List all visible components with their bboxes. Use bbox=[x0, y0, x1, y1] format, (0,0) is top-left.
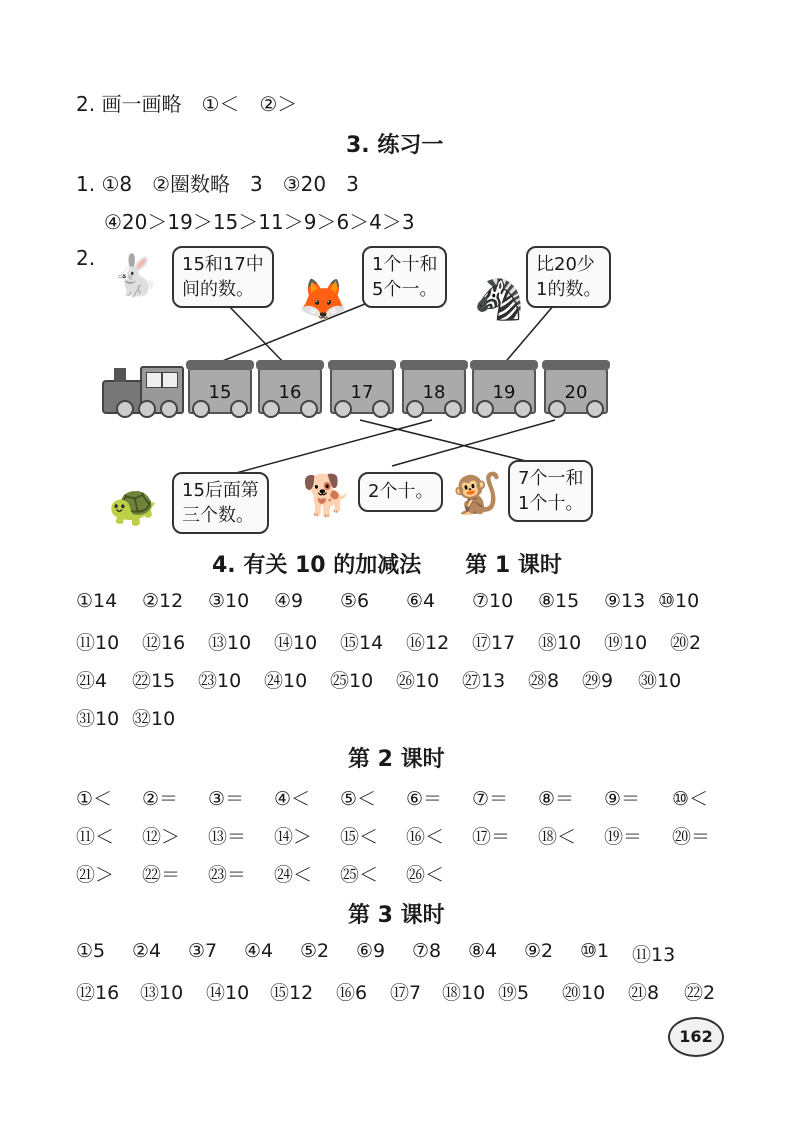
wheel bbox=[230, 400, 248, 418]
answer-item: ㉒2 bbox=[684, 982, 716, 1004]
answer-item: ⑨2 bbox=[524, 940, 554, 962]
answer-item: ⑲5 bbox=[498, 982, 530, 1004]
answer-item: ⑪10 bbox=[76, 632, 120, 654]
lesson2-title: 第 2 课时 bbox=[348, 747, 445, 772]
answer-item: ⑳2 bbox=[670, 632, 702, 654]
answer-item: ⑰＝ bbox=[472, 826, 511, 848]
answer-item: ㉑8 bbox=[628, 982, 660, 1004]
wheel bbox=[334, 400, 352, 418]
answer-item: ⑩1 bbox=[580, 940, 610, 962]
answer-item: ㉚10 bbox=[638, 670, 682, 692]
answer-item: ⑩10 bbox=[658, 590, 700, 612]
answer-item: ④＜ bbox=[274, 788, 311, 810]
answer-item: ㉘8 bbox=[528, 670, 560, 692]
answer-item: ⑰7 bbox=[390, 982, 422, 1004]
answer-item: ㉓10 bbox=[198, 670, 242, 692]
answer-item: ⑦＝ bbox=[472, 788, 509, 810]
answer-item: ㉑＞ bbox=[76, 864, 115, 886]
answer-item: ⑥＝ bbox=[406, 788, 443, 810]
answer-item: ⑯12 bbox=[406, 632, 450, 654]
car-number: 17 bbox=[350, 382, 374, 403]
q1-answer-line-1: 1. ①8 ②圈数略 3 ③20 3 bbox=[76, 172, 359, 196]
speech-bubble-monkey bbox=[508, 460, 593, 522]
answer-item: ⑭10 bbox=[206, 982, 250, 1004]
answer-item: ⑫16 bbox=[142, 632, 186, 654]
car-number: 19 bbox=[492, 382, 516, 403]
answer-item: ⑦10 bbox=[472, 590, 514, 612]
answer-item: ⑬＝ bbox=[208, 826, 247, 848]
answer-item: ⑱＜ bbox=[538, 826, 577, 848]
bubble-text-line: 1个十和 bbox=[372, 254, 438, 275]
answer-item: ㉒＝ bbox=[142, 864, 181, 886]
answer-item: ②12 bbox=[142, 590, 184, 612]
bubble-text-line: 1个十。 bbox=[518, 493, 584, 514]
answer-item: ⑦8 bbox=[412, 940, 442, 962]
speech-bubble-zebra bbox=[526, 246, 611, 308]
wheel bbox=[476, 400, 494, 418]
answer-item: ⑩＜ bbox=[672, 788, 709, 810]
wheel bbox=[192, 400, 210, 418]
bubble-text-line: 比20少 bbox=[536, 254, 595, 275]
answer-item: ㉔＜ bbox=[274, 864, 313, 886]
answer-item: ㉑4 bbox=[76, 670, 108, 692]
wheel bbox=[444, 400, 462, 418]
answer-item: ⑤＜ bbox=[340, 788, 377, 810]
wheel bbox=[300, 400, 318, 418]
answer-item: ⑨＝ bbox=[604, 788, 641, 810]
answer-item: ①＜ bbox=[76, 788, 113, 810]
section-title-add-subtract-10: 4. 有关 10 的加减法 第 1 课时 bbox=[212, 553, 562, 578]
bubble-text-line: 5个一。 bbox=[372, 279, 438, 300]
bubble-text-line: 7个一和 bbox=[518, 468, 584, 489]
answer-item: ⑫16 bbox=[76, 982, 120, 1004]
answer-item: ⑮＜ bbox=[340, 826, 379, 848]
answer-item: ⑥9 bbox=[356, 940, 386, 962]
monkey-icon: 🐒 bbox=[452, 471, 502, 517]
wheel bbox=[160, 400, 178, 418]
answer-item: ⑪13 bbox=[632, 944, 676, 966]
car-number: 16 bbox=[278, 382, 302, 403]
zebra-icon: 🦓 bbox=[474, 277, 524, 323]
bubble-text-line: 2个十。 bbox=[368, 481, 434, 502]
answer-item: ⑲10 bbox=[604, 632, 648, 654]
answer-item: ㉖10 bbox=[396, 670, 440, 692]
answer-item: ①14 bbox=[76, 590, 118, 612]
answer-item: ⑭10 bbox=[274, 632, 318, 654]
speech-bubble-dog bbox=[358, 472, 443, 512]
answer-item: ③10 bbox=[208, 590, 250, 612]
wheel bbox=[372, 400, 390, 418]
answer-item: ㉕10 bbox=[330, 670, 374, 692]
answer-item: ㉛10 bbox=[76, 708, 120, 730]
answer-item: ⑫＞ bbox=[142, 826, 181, 848]
answer-item: ⑳＝ bbox=[672, 826, 711, 848]
answer-item: ②4 bbox=[132, 940, 162, 962]
answer-item: ⑱10 bbox=[442, 982, 486, 1004]
lesson3-title: 第 3 课时 bbox=[348, 903, 445, 928]
answer-item: ⑭＞ bbox=[274, 826, 313, 848]
answer-item: ㉙9 bbox=[582, 670, 614, 692]
answer-item: ⑧＝ bbox=[538, 788, 575, 810]
answer-item: ㉜10 bbox=[132, 708, 176, 730]
speech-bubble-turtle bbox=[172, 472, 269, 534]
fox-icon: 🦊 bbox=[298, 277, 348, 323]
q2-label: 2. bbox=[76, 246, 96, 270]
answer-item: ⑮14 bbox=[340, 632, 384, 654]
wheel bbox=[262, 400, 280, 418]
answer-item: ⑯6 bbox=[336, 982, 368, 1004]
answer-item: ⑤6 bbox=[340, 590, 370, 612]
answer-item: ③＝ bbox=[208, 788, 245, 810]
car-number: 20 bbox=[564, 382, 588, 403]
bubble-text-line: 间的数。 bbox=[182, 279, 254, 300]
answer-item: ①5 bbox=[76, 940, 106, 962]
wheel bbox=[586, 400, 604, 418]
answer-item: ㉓＝ bbox=[208, 864, 247, 886]
car-number: 18 bbox=[422, 382, 446, 403]
bubble-text-line: 15和17中 bbox=[182, 254, 264, 275]
q1-answer-line-2: ④20＞19＞15＞11＞9＞6＞4＞3 bbox=[104, 210, 415, 234]
answer-item: ⑮12 bbox=[270, 982, 314, 1004]
speech-bubble-rabbit bbox=[172, 246, 274, 308]
answer-item: ⑪＜ bbox=[76, 826, 115, 848]
answer-item: ⑨13 bbox=[604, 590, 646, 612]
speech-bubble-fox bbox=[362, 246, 447, 308]
answer-item: ⑬10 bbox=[208, 632, 252, 654]
answer-line-drawing: 2. 画一画略 ①＜ ②＞ bbox=[76, 92, 298, 116]
answer-item: ④9 bbox=[274, 590, 304, 612]
answer-item: ㉕＜ bbox=[340, 864, 379, 886]
answer-item: ㉗13 bbox=[462, 670, 506, 692]
answer-item: ⑥4 bbox=[406, 590, 436, 612]
dog-icon: 🐕 bbox=[302, 473, 352, 519]
answer-item: ㉔10 bbox=[264, 670, 308, 692]
answer-item: ⑲＝ bbox=[604, 826, 643, 848]
wheel bbox=[514, 400, 532, 418]
wheel bbox=[116, 400, 134, 418]
answer-item: ⑬10 bbox=[140, 982, 184, 1004]
section-title-practice-1: 3. 练习一 bbox=[346, 133, 444, 158]
answer-item: ⑱10 bbox=[538, 632, 582, 654]
wheel bbox=[548, 400, 566, 418]
answer-item: ㉖＜ bbox=[406, 864, 445, 886]
page-number: 162 bbox=[668, 1017, 724, 1057]
answer-item: ⑧15 bbox=[538, 590, 580, 612]
car-number: 15 bbox=[208, 382, 232, 403]
bubble-text-line: 1的数。 bbox=[536, 279, 602, 300]
answer-item: ②＝ bbox=[142, 788, 179, 810]
bubble-text-line: 三个数。 bbox=[182, 505, 254, 526]
answer-item: ㉒15 bbox=[132, 670, 176, 692]
wheel bbox=[138, 400, 156, 418]
answer-item: ⑰17 bbox=[472, 632, 516, 654]
bubble-text-line: 15后面第 bbox=[182, 480, 259, 501]
answer-item: ⑯＜ bbox=[406, 826, 445, 848]
answer-item: ⑤2 bbox=[300, 940, 330, 962]
answer-item: ⑳10 bbox=[562, 982, 606, 1004]
turtle-icon: 🐢 bbox=[108, 483, 158, 529]
wheel bbox=[406, 400, 424, 418]
answer-item: ⑧4 bbox=[468, 940, 498, 962]
answer-item: ④4 bbox=[244, 940, 274, 962]
rabbit-icon: 🐇 bbox=[110, 253, 160, 299]
answer-item: ③7 bbox=[188, 940, 218, 962]
